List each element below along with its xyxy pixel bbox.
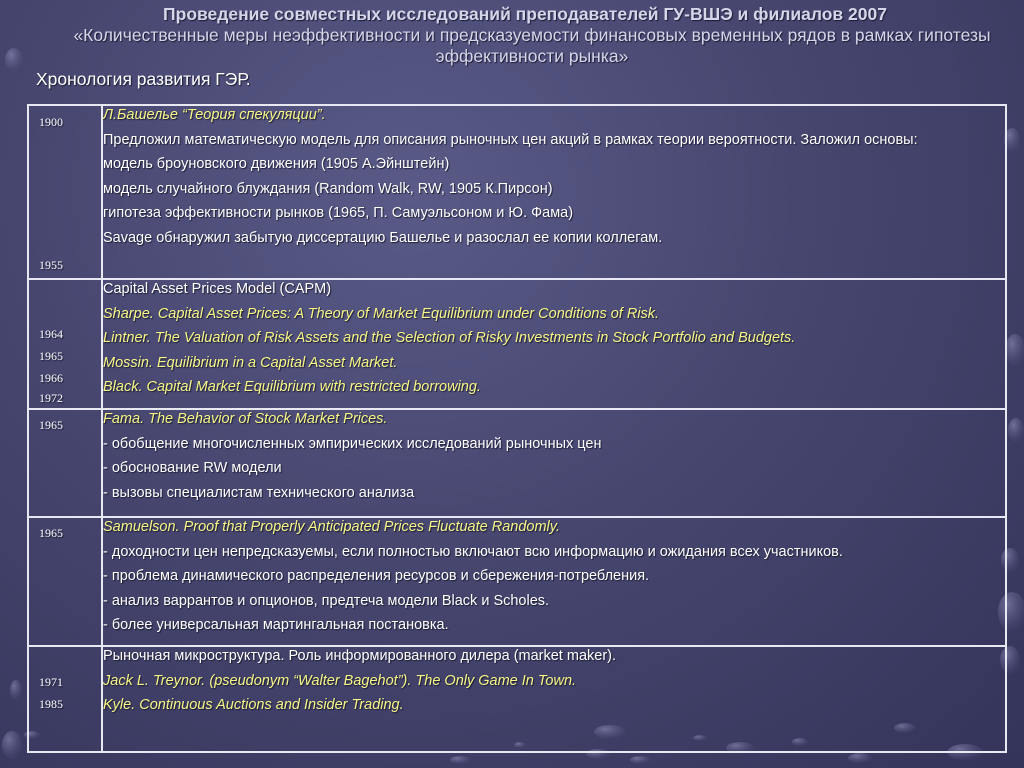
year-label: 1985 xyxy=(39,697,63,711)
year-label: 1900 xyxy=(39,115,63,129)
year-cell xyxy=(28,646,102,752)
reference-line: Jack L. Treynor. (pseudonym “Walter Bagehot”). The Only Game In Town. xyxy=(103,672,577,689)
content-cell xyxy=(102,646,1006,752)
description-line: - более универсальная мартингальная постановка. xyxy=(103,617,449,633)
description-line: - проблема динамического распределения ресурсов и сбережения-потребления. xyxy=(103,568,650,584)
reference-line: Л.Башелье “Теория спекуляции”. xyxy=(103,107,326,123)
reference-line: Sharpe. Capital Asset Prices: A Theory of Market Equilibrium under Conditions of Risk. xyxy=(103,305,660,322)
reference-line: Lintner. The Valuation of Risk Assets and the Selection of Risky Investments in Stock Portfolio and Budgets. xyxy=(103,330,796,346)
slide-subtitle: Хронология развития ГЭР. xyxy=(36,69,251,89)
table-row xyxy=(28,279,1006,409)
chronology-table xyxy=(27,104,1007,753)
year-cell xyxy=(28,517,102,646)
description-line: Предложил математическую модель для описания рыночных цен акций в рамках теории вероятности. Заложил основы: xyxy=(103,131,918,148)
description-line: модель случайного блуждания (Random Walk, RW, 1905 К.Пирсон) xyxy=(103,180,553,197)
table-row xyxy=(28,517,1006,646)
reference-line: Samuelson. Proof that Properly Anticipated Prices Fluctuate Randomly. xyxy=(103,519,560,535)
description-line: - доходности цен непредсказуемы, если полностью включают всю информацию и ожидания всех участников. xyxy=(103,543,843,560)
year-label: 1965 xyxy=(39,349,63,363)
slide-title-project: «Количественные меры неэффективности и предсказуемости финансовых временных рядов в рамках гипотезы эффективности рынка» xyxy=(73,25,991,66)
description-line: гипотеза эффективности рынков (1965, П. Самуэльсоном и Ю. Фама) xyxy=(103,205,574,221)
content-cell xyxy=(102,105,1006,279)
description-line: - анализ варрантов и опционов, предтеча модели Black и Scholes. xyxy=(103,592,550,609)
description-line: Capital Asset Prices Model (CAPM) xyxy=(103,281,332,297)
year-cell xyxy=(28,409,102,517)
description-line: Рыночная микроструктура. Роль информированного дилера (market maker). xyxy=(103,648,617,664)
reference-line: Fama. The Behavior of Stock Market Prices. xyxy=(103,411,388,427)
year-label: 1955 xyxy=(39,258,63,272)
year-label: 1965 xyxy=(39,418,63,432)
slide-title: Проведение совместных исследований преподавателей ГУ-ВШЭ и филиалов 2007 xyxy=(163,4,887,24)
description-line: - вызовы специалистам технического анализа xyxy=(103,484,415,501)
description-line: модель броуновского движения (1905 А.Эйнштейн) xyxy=(103,156,450,172)
year-label: 1966 xyxy=(39,371,63,385)
year-label: 1965 xyxy=(39,526,63,540)
year-label: 1972 xyxy=(39,391,63,405)
table-row xyxy=(28,409,1006,517)
description-line: Savage обнаружил забытую диссертацию Башелье и разослал ее копии коллегам. xyxy=(103,229,663,246)
table-row xyxy=(28,105,1006,279)
year-cell xyxy=(28,105,102,279)
content-cell xyxy=(102,279,1006,409)
table-row xyxy=(28,646,1006,752)
reference-line: Mossin. Equilibrium in a Capital Asset Market. xyxy=(103,354,398,371)
year-label: 1964 xyxy=(39,327,63,341)
reference-line: Black. Capital Market Equilibrium with restricted borrowing. xyxy=(103,379,481,395)
year-cell xyxy=(28,279,102,409)
year-label: 1971 xyxy=(39,675,63,689)
description-line: - обоснование RW модели xyxy=(103,460,282,476)
reference-line: Kyle. Continuous Auctions and Insider Trading. xyxy=(103,697,404,713)
content-cell xyxy=(102,517,1006,646)
content-cell xyxy=(102,409,1006,517)
description-line: - обобщение многочисленных эмпирических исследований рыночных цен xyxy=(103,435,602,452)
